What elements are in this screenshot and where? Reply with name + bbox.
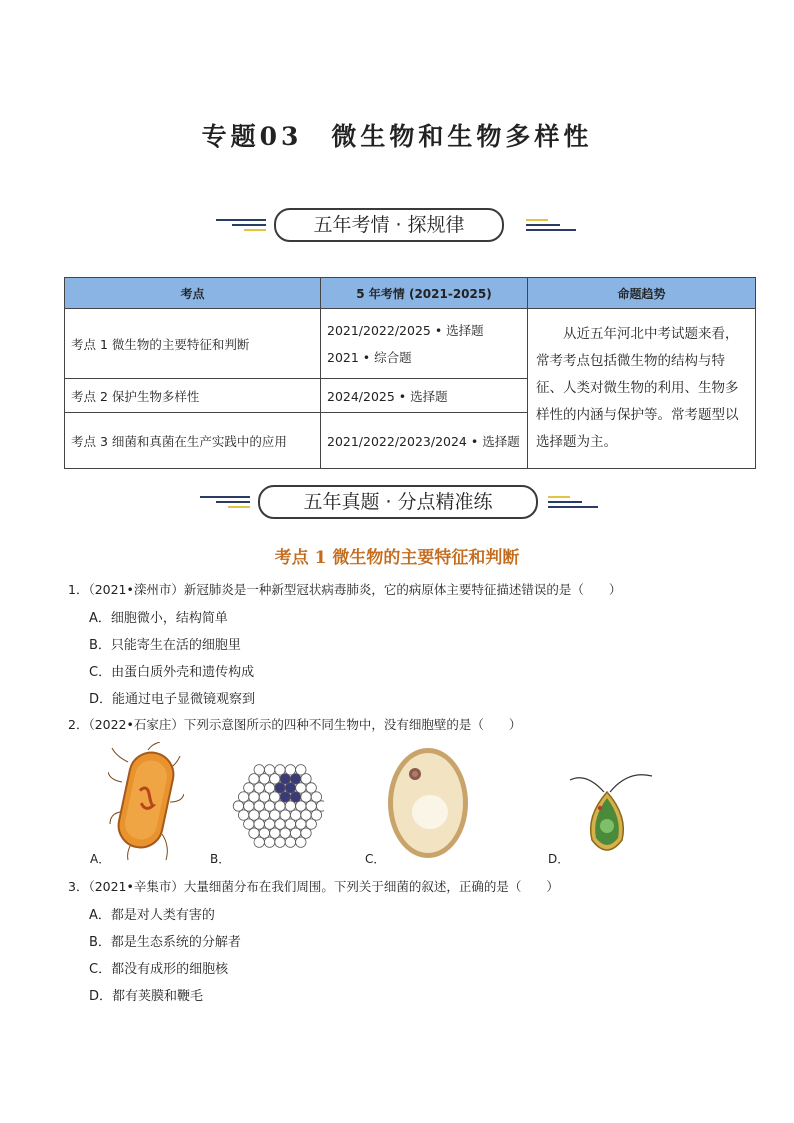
question-3-option-c: C．都没有成形的细胞核: [89, 962, 229, 977]
capsid-protein: [290, 792, 300, 802]
capsid-protein: [290, 774, 300, 784]
trend-text: 从近五年河北中考试题来看，常考考点包括微生物的结构与特征、人类对微生物的利用、生物多样性的内涵与保护等。常考题型以选择题为主。: [528, 309, 756, 469]
capsid-protein: [238, 792, 248, 802]
banner-past-questions: [0, 485, 794, 521]
capsid-protein: [249, 774, 259, 784]
capsid-protein: [244, 783, 254, 793]
question-1-option-b: B．只能寄生在活的细胞里: [89, 638, 241, 653]
capsid-protein: [233, 801, 243, 811]
capsid-protein: [249, 810, 259, 820]
capsid-protein: [280, 792, 290, 802]
capsid-protein: [285, 801, 295, 811]
question-1-option-a: A．细胞微小，结构简单: [89, 611, 228, 626]
capsid-protein: [285, 765, 295, 775]
capsid-protein: [259, 774, 269, 784]
capsid-protein: [254, 801, 264, 811]
banner-right-lines: [526, 219, 576, 231]
question-3-stem: 3．（2021•辛集市）大量细菌分布在我们周围。下列关于细菌的叙述，正确的是（ ）: [68, 879, 559, 894]
virus-capsid: [233, 765, 324, 848]
capsid-protein: [254, 783, 264, 793]
capsid-protein: [280, 828, 290, 838]
capsid-protein: [264, 801, 274, 811]
capsid-protein: [290, 828, 300, 838]
section-heading: 考点 1 微生物的主要特征和判断: [274, 548, 520, 568]
yeast-cell-illustration: [386, 746, 470, 860]
capsid-protein: [306, 783, 316, 793]
capsid-protein: [275, 783, 285, 793]
virus-illustration: [232, 754, 324, 858]
capsid-protein: [254, 819, 264, 829]
capsid-protein: [311, 810, 321, 820]
capsid-protein: [290, 810, 300, 820]
capsid-protein: [254, 837, 264, 847]
capsid-protein: [264, 783, 274, 793]
header-years: 5 年考情 (2021-2025): [321, 278, 528, 309]
capsid-protein: [259, 828, 269, 838]
question-3-option-d: D．都有荚膜和鞭毛: [89, 989, 204, 1004]
capsid-protein: [275, 765, 285, 775]
capsid-protein: [296, 765, 306, 775]
capsid-protein: [301, 792, 311, 802]
exam-overview-table: [64, 277, 756, 469]
bacterium-illustration: [108, 742, 184, 862]
image-label-d: D．: [548, 852, 570, 866]
capsid-protein: [264, 837, 274, 847]
capsid-protein: [301, 810, 311, 820]
capsid-protein: [296, 783, 306, 793]
capsid-protein: [301, 828, 311, 838]
question-1-option-d: D．能通过电子显微镜观察到: [89, 692, 256, 707]
banner-left-lines: [200, 496, 250, 508]
banner-title: 五年真题 · 分点精准练: [258, 485, 538, 519]
header-point: 考点: [65, 278, 321, 309]
capsid-protein: [275, 801, 285, 811]
question-2-stem: 2．（2022•石家庄）下列示意图所示的四种不同生物中，没有细胞壁的是（ ）: [68, 717, 522, 732]
chlamydomonas-illustration: [566, 766, 658, 862]
capsid-protein: [259, 792, 269, 802]
capsid-protein: [306, 801, 316, 811]
image-label-b: B．: [210, 852, 231, 866]
capsid-protein: [311, 792, 321, 802]
capsid-protein: [270, 774, 280, 784]
capsid-protein: [296, 819, 306, 829]
row-point: 考点 2 保护生物多样性: [65, 379, 321, 413]
table-header-row: [65, 278, 756, 309]
year-entry: 2021 • 综合题: [327, 349, 412, 365]
year-entry: 2021/2022/2023/2024 • 选择题: [321, 413, 528, 469]
capsid-protein: [301, 774, 311, 784]
capsid-protein: [285, 837, 295, 847]
table-row: [65, 309, 756, 379]
capsid-protein: [244, 801, 254, 811]
capsid-protein: [280, 774, 290, 784]
capsid-protein: [270, 792, 280, 802]
banner-exam-trends: [0, 208, 794, 244]
year-entry: 2021/2022/2025 • 选择题: [327, 322, 484, 338]
capsid-protein: [259, 810, 269, 820]
banner-title: 五年考情 · 探规律: [274, 208, 504, 242]
capsid-protein: [249, 792, 259, 802]
capsid-protein: [264, 765, 274, 775]
capsid-protein: [275, 837, 285, 847]
capsid-protein: [275, 819, 285, 829]
row-years: [321, 309, 528, 379]
image-label-a: A．: [90, 852, 111, 866]
capsid-protein: [296, 801, 306, 811]
capsid-protein: [238, 810, 248, 820]
capsid-protein: [270, 828, 280, 838]
capsid-protein: [296, 837, 306, 847]
question-3-option-a: A．都是对人类有害的: [89, 908, 215, 923]
capsid-protein: [285, 783, 295, 793]
year-entry: 2024/2025 • 选择题: [321, 379, 528, 413]
question-1-stem: 1．（2021•滦州市）新冠肺炎是一种新型冠状病毒肺炎，它的病原体主要特征描述错误的是（ ）: [68, 582, 622, 597]
capsid-protein: [244, 819, 254, 829]
page-title: 专题03 微生物和生物多样性: [201, 122, 593, 151]
capsid-protein: [249, 828, 259, 838]
capsid-protein: [280, 810, 290, 820]
capsid-protein: [270, 810, 280, 820]
row-point: 考点 3 细菌和真菌在生产实践中的应用: [65, 413, 321, 469]
capsid-protein: [306, 819, 316, 829]
capsid-protein: [254, 765, 264, 775]
banner-left-lines: [216, 219, 266, 231]
capsid-protein: [264, 819, 274, 829]
capsid-protein: [285, 819, 295, 829]
image-label-c: C．: [365, 852, 386, 866]
row-point: 考点 1 微生物的主要特征和判断: [65, 309, 321, 379]
banner-right-lines: [548, 496, 598, 508]
header-trend: 命题趋势: [528, 278, 756, 309]
question-1-option-c: C．由蛋白质外壳和遗传构成: [89, 665, 255, 680]
question-3-option-b: B．都是生态系统的分解者: [89, 935, 241, 950]
